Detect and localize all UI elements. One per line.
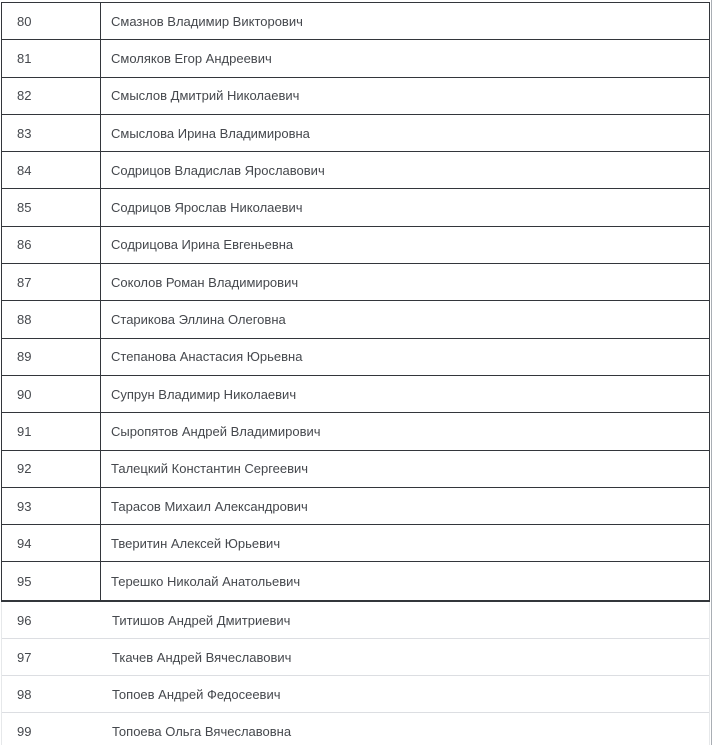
person-name: Старикова Эллина Олеговна xyxy=(111,312,286,328)
roster-table-continued xyxy=(1,602,710,745)
person-name: Содрицов Владислав Ярославович xyxy=(111,162,325,178)
person-name: Сыропятов Андрей Владимирович xyxy=(111,423,321,439)
person-name: Смыслов Дмитрий Николаевич xyxy=(111,88,300,104)
row-number: 84 xyxy=(2,152,101,188)
person-name: Топоева Ольга Вячеславовна xyxy=(112,723,292,739)
row-number: 88 xyxy=(2,301,101,337)
row-number: 91 xyxy=(2,413,101,449)
person-name: Смоляков Егор Андреевич xyxy=(111,50,272,66)
row-number: 81 xyxy=(2,40,101,76)
table-row xyxy=(2,488,709,525)
table-row xyxy=(2,227,709,264)
table-row xyxy=(2,562,709,599)
roster-table-main xyxy=(1,2,710,602)
table-row xyxy=(2,602,709,639)
table-row xyxy=(2,189,709,226)
table-row xyxy=(2,525,709,562)
table-row xyxy=(2,40,709,77)
table-row xyxy=(2,639,709,676)
table-row xyxy=(2,413,709,450)
table-row xyxy=(2,713,709,745)
row-number: 89 xyxy=(2,339,101,375)
table-row xyxy=(2,78,709,115)
person-name: Терешко Николай Анатольевич xyxy=(111,573,301,589)
row-number: 95 xyxy=(2,562,101,599)
row-number: 86 xyxy=(2,227,101,263)
row-number: 98 xyxy=(17,686,32,702)
person-name: Смазнов Владимир Викторович xyxy=(111,13,303,29)
table-row xyxy=(2,676,709,713)
row-number: 96 xyxy=(17,612,32,628)
table-row xyxy=(2,3,709,40)
table-row xyxy=(2,152,709,189)
row-number: 80 xyxy=(2,3,101,39)
person-name: Содрицова Ирина Евгеньевна xyxy=(111,237,294,253)
row-number: 93 xyxy=(2,488,101,524)
row-number: 82 xyxy=(2,78,101,114)
person-name: Талецкий Константин Сергеевич xyxy=(111,461,309,477)
table-row xyxy=(2,451,709,488)
table-row xyxy=(2,339,709,376)
person-name: Ткачев Андрей Вячеславович xyxy=(112,649,292,665)
person-name: Тверитин Алексей Юрьевич xyxy=(111,535,281,551)
row-number: 87 xyxy=(2,264,101,300)
row-number: 94 xyxy=(2,525,101,561)
table-row xyxy=(2,264,709,301)
row-number: 85 xyxy=(2,189,101,225)
person-name: Степанова Анастасия Юрьевна xyxy=(111,349,303,365)
row-number: 97 xyxy=(17,649,32,665)
table-row xyxy=(2,376,709,413)
person-name: Топоев Андрей Федосеевич xyxy=(112,686,281,702)
table-row xyxy=(2,115,709,152)
row-number: 92 xyxy=(2,451,101,487)
person-name: Смыслова Ирина Владимировна xyxy=(111,125,310,141)
row-number: 83 xyxy=(2,115,101,151)
row-number: 90 xyxy=(2,376,101,412)
person-name: Тарасов Михаил Александрович xyxy=(111,498,308,514)
table-row xyxy=(2,301,709,338)
row-number: 99 xyxy=(17,723,32,739)
person-name: Содрицов Ярослав Николаевич xyxy=(111,200,303,216)
person-name: Супрун Владимир Николаевич xyxy=(111,386,297,402)
person-name: Соколов Роман Владимирович xyxy=(111,274,299,290)
person-name: Титишов Андрей Дмитриевич xyxy=(112,612,291,628)
page-edge-line xyxy=(711,0,712,745)
